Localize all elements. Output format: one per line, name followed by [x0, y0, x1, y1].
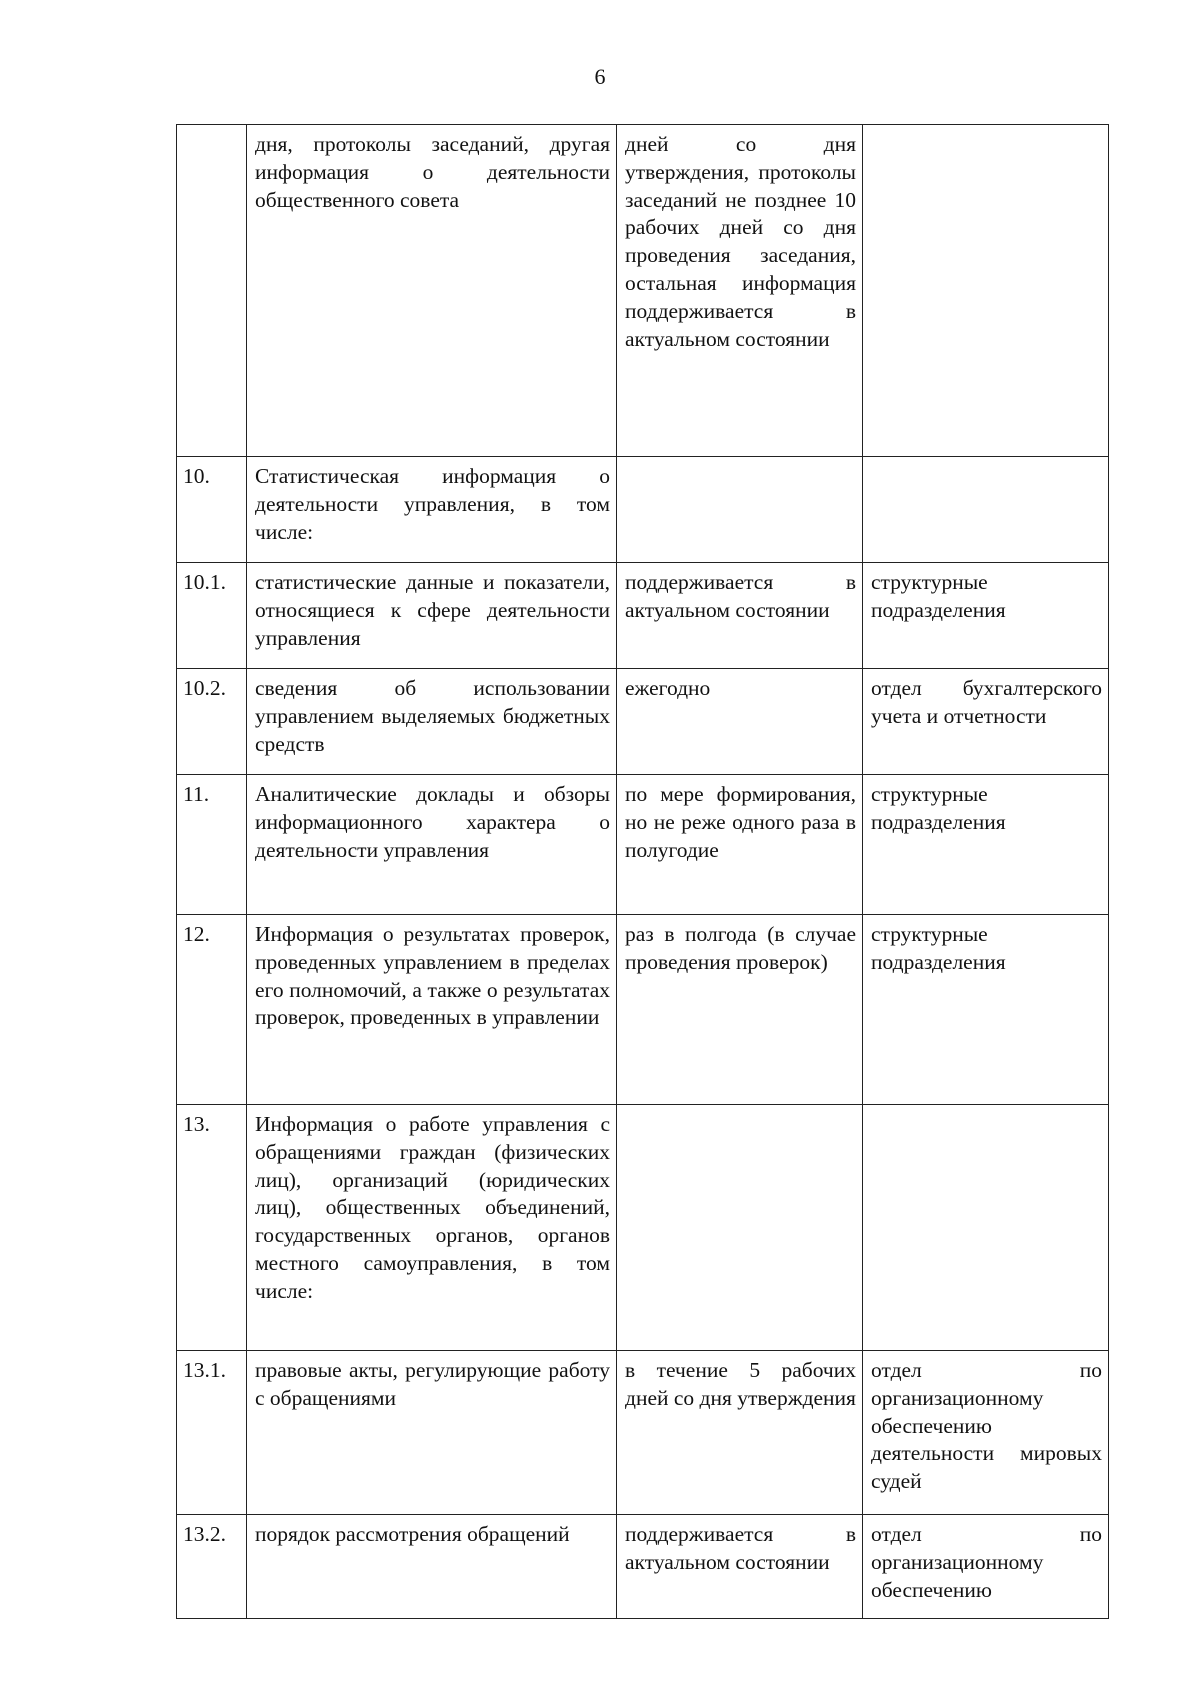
responsible-cell: структурные подразделения: [863, 915, 1109, 1105]
info-cell: правовые акты, регулирующие работу с обращениями: [247, 1351, 617, 1515]
term-cell: ежегодно: [617, 669, 863, 775]
responsible-cell: отдел по организационному обеспечению: [863, 1515, 1109, 1619]
term-cell: в течение 5 рабочих дней со дня утверждения: [617, 1351, 863, 1515]
info-table: [176, 124, 1109, 1619]
responsible-cell: структурные подразделения: [863, 563, 1109, 669]
row-number: 13.2.: [177, 1515, 247, 1619]
table-row: [177, 915, 1109, 1105]
info-cell: Информация о результатах проверок, проведенных управлением в пределах его полномочий, а также о результатах проверок, проведенных в управлении: [247, 915, 617, 1105]
responsible-cell: отдел бухгалтерского учета и отчетности: [863, 669, 1109, 775]
row-number: 10.2.: [177, 669, 247, 775]
term-cell: [617, 457, 863, 563]
responsible-cell: [863, 1105, 1109, 1351]
table-row: [177, 125, 1109, 457]
responsible-cell: [863, 125, 1109, 457]
table-row: [177, 457, 1109, 563]
term-cell: поддерживается в актуальном состоянии: [617, 563, 863, 669]
info-cell: Информация о работе управления с обращениями граждан (физических лиц), организаций (юридических лиц), общественных объединений, государственных органов, органов местного самоуправления, в том числе:: [247, 1105, 617, 1351]
info-cell: Статистическая информация о деятельности управления, в том числе:: [247, 457, 617, 563]
responsible-cell: отдел по организационному обеспечению деятельности мировых судей: [863, 1351, 1109, 1515]
info-cell: дня, протоколы заседаний, другая информация о деятельности общественного совета: [247, 125, 617, 457]
row-number: 11.: [177, 775, 247, 915]
info-cell: Аналитические доклады и обзоры информационного характера о деятельности управления: [247, 775, 617, 915]
row-number: 12.: [177, 915, 247, 1105]
row-number: 13.1.: [177, 1351, 247, 1515]
term-cell: дней со дня утверждения, протоколы заседаний не позднее 10 рабочих дней со дня проведения заседания, остальная информация поддерживается в актуальном состоянии: [617, 125, 863, 457]
table-row: [177, 1351, 1109, 1515]
info-cell: статистические данные и показатели, относящиеся к сфере деятельности управления: [247, 563, 617, 669]
table-row: [177, 775, 1109, 915]
table-row: [177, 669, 1109, 775]
table-row: [177, 1515, 1109, 1619]
table-row: [177, 1105, 1109, 1351]
term-cell: по мере формирования, но не реже одного раза в полугодие: [617, 775, 863, 915]
term-cell: раз в полгода (в случае проведения проверок): [617, 915, 863, 1105]
row-number: 10.: [177, 457, 247, 563]
info-cell: порядок рассмотрения обращений: [247, 1515, 617, 1619]
responsible-cell: [863, 457, 1109, 563]
table-row: [177, 563, 1109, 669]
term-cell: [617, 1105, 863, 1351]
page-number: 6: [594, 64, 606, 89]
row-number: [177, 125, 247, 457]
term-cell: поддерживается в актуальном состоянии: [617, 1515, 863, 1619]
row-number: 10.1.: [177, 563, 247, 669]
row-number: 13.: [177, 1105, 247, 1351]
info-cell: сведения об использовании управлением выделяемых бюджетных средств: [247, 669, 617, 775]
responsible-cell: структурные подразделения: [863, 775, 1109, 915]
